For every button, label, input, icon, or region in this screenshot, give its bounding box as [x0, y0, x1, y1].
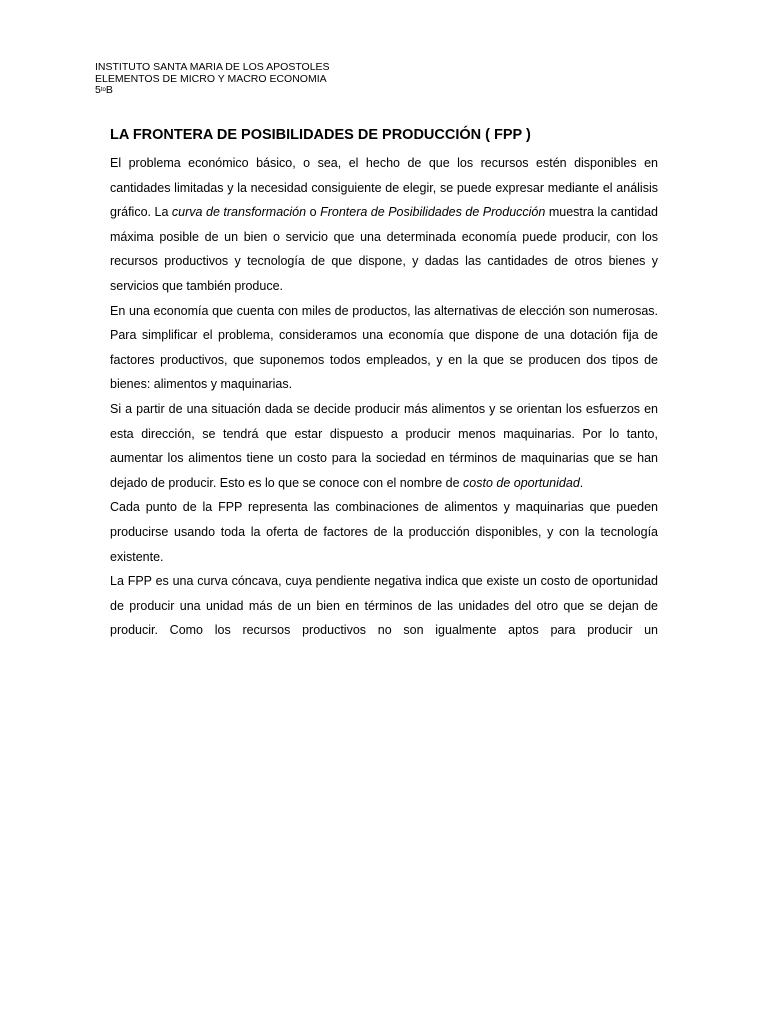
paragraph-3	[110, 397, 658, 495]
paragraph-1-emphasis-1: curva de transformación	[171, 205, 307, 220]
grade-letter: B	[105, 84, 113, 96]
document-title: LA FRONTERA DE POSIBILIDADES DE PRODUCCIÓN ( FPP )	[110, 127, 531, 143]
paragraph-4: Cada punto de la FPP representa las combinaciones de alimentos y maquinarias que pueden producirse usando toda la oferta de factores de la producción disponibles, y con la tecnología existente.	[110, 500, 658, 564]
paragraph-3-text-b: .	[579, 475, 584, 490]
grade-number: 5	[95, 84, 101, 96]
paragraph-1-text-c: muestra la cantidad máxima posible de un bien o servicio que una determinada economía puede producir, con los recursos productivos y tecnología de que dispone, y dadas las cantidades de otros bienes y servicios que también produce.	[110, 205, 659, 293]
paragraph-3-text-a: Si a partir de una situación dada se decide producir más alimentos y se orientan los esfuerzos en esta dirección, se tendrá que estar dispuesto a producir menos maquinarias. Por lo tanto, aumentar los alimentos tiene un costo para la sociedad en términos de maquinarias que se han dejado de producir. Esto es lo que se conoce con el nombre de	[110, 401, 658, 490]
paragraph-5: La FPP es una curva cóncava, cuya pendiente negativa indica que existe un costo de oportunidad de producir una unidad más de un bien en términos de las unidades del otro que se dejan de producir. Como los recursos productivos no son igualmente aptos para producir un	[110, 574, 658, 638]
paragraph-3-emphasis: costo de oportunidad	[463, 475, 580, 490]
institution-name: INSTITUTO SANTA MARIA DE LOS APOSTOLES	[95, 61, 330, 73]
paragraph-1-text-a: El problema económico básico, o sea, el hecho de que los recursos estén disponibles en cantidades limitadas y la necesidad consiguiente de elegir, se puede expresar mediante el análisis gráfico. La	[110, 156, 658, 220]
paragraph-1-text-b: o	[306, 205, 321, 220]
paragraph-2: En una economía que cuenta con miles de productos, las alternativas de elección son numerosas. Para simplificar el problema, consideramos una economía que dispone de una dotación fija de factores productivos, que suponemos todos empleados, y en la que se producen dos tipos de bienes: alimentos y maquinarias.	[110, 303, 658, 392]
grade-ordinal: to	[100, 87, 106, 93]
document-header	[95, 62, 330, 97]
paragraph-1	[110, 151, 658, 299]
paragraph-1-emphasis-2: Frontera de Posibilidades de Producción	[320, 205, 546, 220]
course-name: ELEMENTOS DE MICRO Y MACRO ECONOMIA	[95, 72, 327, 85]
document-body	[110, 151, 658, 643]
grade-label	[95, 85, 330, 97]
